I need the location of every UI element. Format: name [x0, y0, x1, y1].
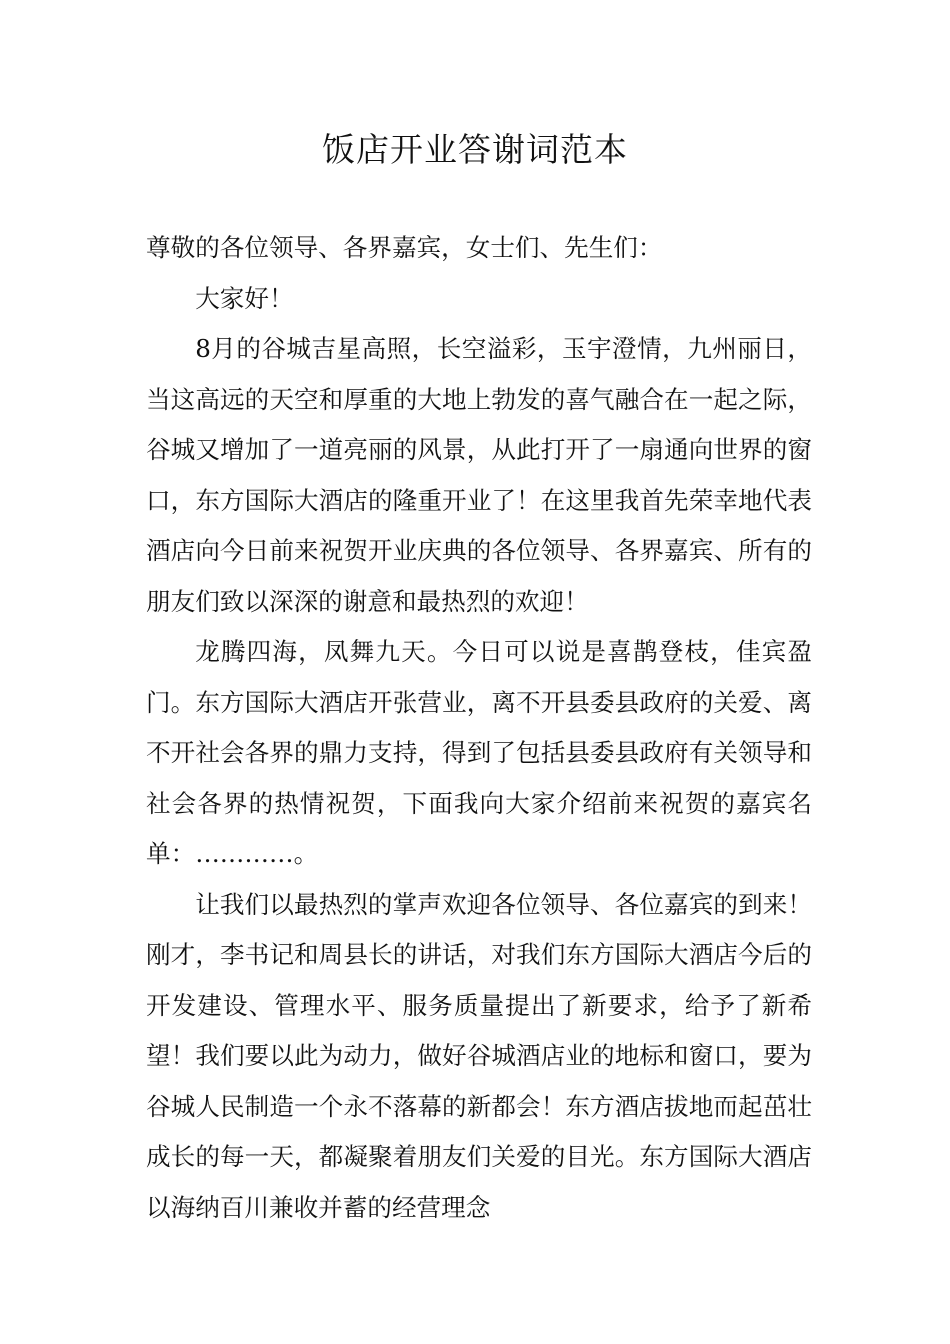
paragraph-greeting: 大家好！ — [195, 283, 294, 313]
paragraph-opening: 8月的谷城吉星高照，长空溢彩，玉宇澄情，九州丽日，当这高远的天空和厚重的大地上勃发的喜气融合在一起之际，谷城又增加了一道亮丽的风景，从此打开了一扇通向世界的窗口，东方国际大酒店的隆重开业了！在这里我首先荣幸地代表酒店向今日前来祝贺开业庆典的各位领导、各界嘉宾、所有的朋友们致以深深的谢意和最热烈的欢迎！ — [146, 334, 812, 616]
paragraph-welcome: 让我们以最热烈的掌声欢迎各位领导、各位嘉宾的到来！刚才，李书记和周县长的讲话，对我们东方国际大酒店今后的开发建设、管理水平、服务质量提出了新要求，给予了新希望！我们要以此为动力，做好谷城酒店业的地标和窗口，要为谷城人民制造一个永不落幕的新都会！东方酒店拔地而起茁壮成长的每一天，都凝聚着朋友们关爱的目光。东方国际大酒店以海纳百川兼收并蓄的经营理念 — [146, 889, 812, 1222]
paragraph-guests: 龙腾四海，凤舞九天。今日可以说是喜鹊登枝，佳宾盈门。东方国际大酒店开张营业，离不开县委县政府的关爱、离不开社会各界的鼎力支持，得到了包括县委县政府有关领导和社会各界的热情祝贺，下面我向大家介绍前来祝贺的嘉宾名单：…………。 — [146, 637, 812, 868]
salutation: 尊敬的各位领导、各界嘉宾，女士们、先生们： — [146, 233, 663, 262]
document-body — [146, 223, 812, 1233]
document-title: 饭店开业答谢词范本 — [322, 130, 628, 169]
